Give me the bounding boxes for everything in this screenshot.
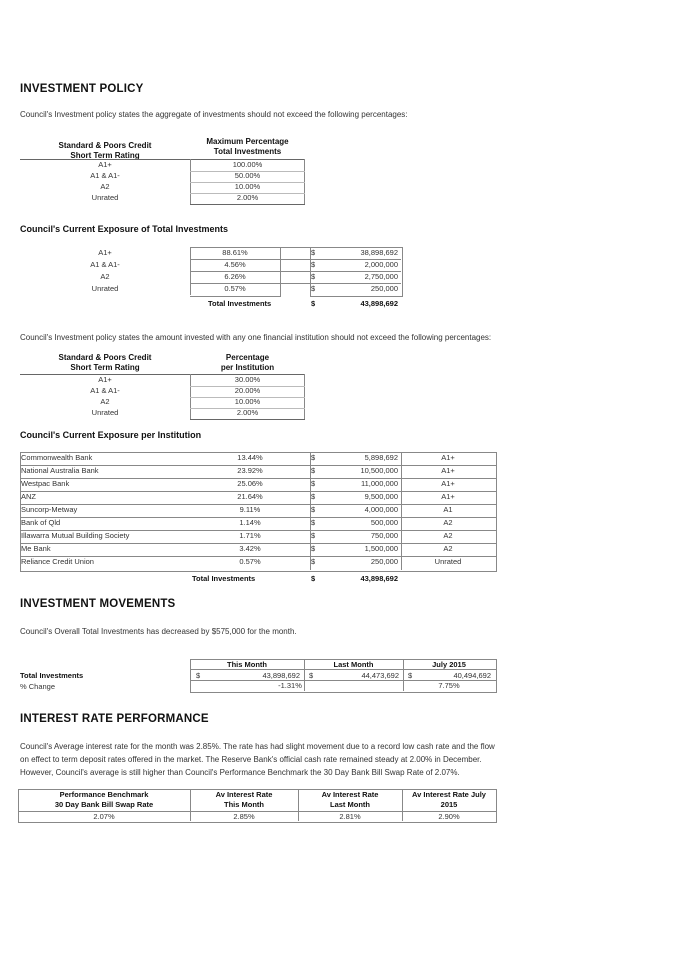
institution-cur-cell: $ [311, 505, 316, 514]
int-col-this-line1: Av Interest Rate [215, 790, 273, 799]
int-col-july-line2: 2015 [440, 800, 458, 809]
institution-amount-cell: 10,500,000 [360, 466, 398, 475]
institution-cur-cell: $ [311, 518, 316, 527]
exp-total-amount: 43,898,692 [360, 299, 398, 308]
institution-amount-cell: 5,898,692 [364, 453, 398, 462]
pct-cell: 30.00% [234, 375, 261, 384]
institution-name-cell: Commonwealth Bank [21, 453, 93, 462]
row-divider [190, 271, 401, 272]
header-rating [20, 141, 190, 161]
exp-inst-total-amount: 43,898,692 [360, 574, 398, 583]
institution-cur-cell: $ [311, 544, 316, 553]
int-col-july-line1: Av Interest Rate July [412, 790, 486, 799]
institution-pct-cell: 9.11% [239, 505, 261, 514]
exp-pct-cell: 0.57% [224, 284, 246, 293]
institution-rating-cell: A2 [443, 518, 453, 527]
rating-cell: A1 & A1- [90, 171, 120, 180]
pct-cell: 50.00% [234, 171, 261, 180]
interest-text-3: However, Council's average is still higher than Council's Performance Benchmark the 30 Day Bank Bill Swap Rate of 2.07%. [20, 768, 460, 777]
exp-cur-cell: $ [311, 248, 316, 257]
pct-cell: 20.00% [234, 386, 261, 395]
int-col-july [402, 790, 496, 810]
interest-text-1: Council's Average interest rate for the month was 2.85%. The rate has had slight movement due to a record low cash rate and the flow [20, 742, 495, 751]
institution-rating-cell: A2 [443, 531, 453, 540]
exp-amount-cell: 250,000 [370, 284, 398, 293]
int-col-last-line1: Av Interest Rate [321, 790, 379, 799]
inst-header-pct-line2: per Institution [220, 363, 275, 372]
mov-this-amount: 43,898,692 [262, 671, 300, 680]
institution-cur-cell: $ [311, 557, 316, 566]
exp-amount-cell: 2,750,000 [364, 272, 398, 281]
int-col-this [190, 790, 298, 810]
institution-name-cell: Westpac Bank [21, 479, 70, 488]
exposure-total-title: Council's Current Exposure of Total Investments [20, 224, 229, 234]
exp-cur-cell: $ [311, 284, 316, 293]
institution-pct-cell: 13.44% [237, 453, 263, 462]
institution-pct-cell: 25.06% [237, 479, 263, 488]
rating-cell: A1+ [98, 160, 112, 169]
header-rating-line2: Short Term Rating [70, 151, 140, 160]
institution-name-cell: Suncorp-Metway [21, 505, 78, 514]
institution-rating-cell: Unrated [434, 557, 462, 566]
header-max-line2: Total Investments [213, 147, 282, 156]
int-col-this-line2: This Month [224, 800, 264, 809]
section-title-interest-rate: INTEREST RATE PERFORMANCE [20, 713, 209, 725]
institution-name-cell: ANZ [21, 492, 36, 501]
exp-inst-total-cur: $ [311, 574, 316, 583]
institution-amount-cell: 250,000 [370, 557, 398, 566]
inst-header-pct-line1: Percentage [225, 353, 270, 362]
exposure-institution-title: Council's Current Exposure per Institution [20, 430, 202, 440]
mov-july-change: 7.75% [438, 681, 460, 690]
interest-table [18, 789, 498, 823]
inst-header-rating [20, 353, 190, 373]
int-val-last: 2.81% [339, 812, 361, 821]
institution-policy-intro: Council's Investment policy states the amount invested with any one financial institution should not exceed the following percentages: [20, 333, 492, 342]
int-val-july: 2.90% [438, 812, 460, 821]
exp-inst-total-label: Total Investments [192, 574, 256, 583]
exp-rating-cell: Unrated [91, 284, 119, 293]
institution-name-cell: National Australia Bank [21, 466, 99, 475]
row-divider [190, 283, 401, 284]
int-col-benchmark-line2: 30 Day Bank Bill Swap Rate [54, 800, 154, 809]
mov-july-amount: 40,494,692 [453, 671, 491, 680]
mov-col-july: July 2015 [432, 660, 466, 669]
header-max-line1: Maximum Percentage [206, 137, 289, 146]
exp-rating-cell: A1 & A1- [90, 260, 120, 269]
institution-pct-cell: 1.71% [239, 531, 261, 540]
institution-amount-cell: 9,500,000 [364, 492, 398, 501]
institution-rating-cell: A1+ [441, 479, 455, 488]
row-divider [20, 543, 496, 544]
mov-last-amount: 44,473,692 [361, 671, 399, 680]
exp-rating-cell: A1+ [98, 248, 112, 257]
row-divider [20, 478, 496, 479]
exp-pct-cell: 88.61% [222, 248, 248, 257]
int-col-last-line2: Last Month [330, 800, 370, 809]
row-divider [20, 465, 496, 466]
institution-pct-cell: 23.92% [237, 466, 263, 475]
rating-cell: A1 & A1- [90, 386, 120, 395]
institution-pct-cell: 21.64% [237, 492, 263, 501]
institution-amount-cell: 750,000 [370, 531, 398, 540]
int-val-this: 2.85% [233, 812, 255, 821]
mov-last-cur: $ [309, 671, 314, 680]
exp-cur-cell: $ [311, 260, 316, 269]
institution-name-cell: Me Bank [21, 544, 51, 553]
institution-amount-cell: 500,000 [370, 518, 398, 527]
mov-col-this: This Month [227, 660, 267, 669]
pct-cell: 10.00% [234, 397, 261, 406]
institution-rating-cell: A1+ [441, 453, 455, 462]
institution-rating-cell: A2 [443, 544, 453, 553]
institution-name-cell: Bank of Qld [21, 518, 61, 527]
institution-rating-cell: A1 [443, 505, 453, 514]
int-col-benchmark-line1: Performance Benchmark [59, 790, 149, 799]
int-col-last [298, 790, 402, 810]
inst-header-pct [190, 353, 305, 373]
exposure-total-table [20, 247, 405, 317]
rating-cell: A2 [100, 182, 110, 191]
institution-rating-cell: A1+ [441, 466, 455, 475]
exp-amount-cell: 2,000,000 [364, 260, 398, 269]
header-max [190, 137, 305, 157]
section-title-investment-movements: INVESTMENT MOVEMENTS [20, 598, 176, 610]
mov-july-cur: $ [408, 671, 413, 680]
exp-total-cur: $ [311, 299, 316, 308]
institution-pct-cell: 3.42% [239, 544, 261, 553]
institution-amount-cell: 1,500,000 [364, 544, 398, 553]
mov-col-last: Last Month [333, 660, 374, 669]
institution-pct-cell: 0.57% [239, 557, 261, 566]
movements-table [20, 659, 500, 695]
mov-this-cur: $ [196, 671, 201, 680]
movements-text: Council's Overall Total Investments has decreased by $575,000 for the month. [20, 627, 297, 636]
rating-cell: A1+ [98, 375, 112, 384]
int-val-benchmark: 2.07% [93, 812, 115, 821]
mov-row-total-label: Total Investments [20, 671, 84, 680]
exposure-institution-table [20, 452, 496, 592]
inst-header-rating-line1: Standard & Poors Credit [58, 353, 152, 362]
row-divider [20, 491, 496, 492]
exp-amount-cell: 38,898,692 [360, 248, 398, 257]
pct-cell: 2.00% [236, 408, 259, 417]
institution-pct-cell: 1.14% [239, 518, 261, 527]
row-divider [20, 504, 496, 505]
rating-cell: A2 [100, 397, 110, 406]
institution-cur-cell: $ [311, 492, 316, 501]
institution-amount-cell: 4,000,000 [364, 505, 398, 514]
int-col-benchmark [18, 790, 190, 810]
rating-cell: Unrated [91, 193, 119, 202]
rating-cell: Unrated [91, 408, 119, 417]
exp-total-label: Total Investments [208, 299, 272, 308]
institution-cur-cell: $ [311, 453, 316, 462]
interest-text-2: on effect to term deposit rates offered in the market. The Reserve Bank's official cash rate remained steady at 2.00% in December. [20, 755, 482, 764]
pct-cell: 100.00% [232, 160, 263, 169]
mov-row-change-label: % Change [20, 682, 56, 691]
inst-header-rating-line2: Short Term Rating [70, 363, 140, 372]
section-title-investment-policy: INVESTMENT POLICY [20, 83, 144, 95]
row-divider [20, 530, 496, 531]
exp-cur-cell: $ [311, 272, 316, 281]
institution-cur-cell: $ [311, 466, 316, 475]
pct-cell: 10.00% [234, 182, 261, 191]
header-rating-line1: Standard & Poors Credit [58, 141, 152, 150]
exp-pct-cell: 4.56% [224, 260, 246, 269]
institution-name-cell: Illawarra Mutual Building Society [21, 531, 130, 540]
policy-intro: Council's Investment policy states the aggregate of investments should not exceed the following percentages: [20, 110, 408, 119]
mov-this-change: -1.31% [278, 681, 302, 690]
pct-cell: 2.00% [236, 193, 259, 202]
exp-rating-cell: A2 [100, 272, 110, 281]
row-divider [20, 556, 496, 557]
row-divider [190, 259, 401, 260]
institution-rating-cell: A1+ [441, 492, 455, 501]
exp-pct-cell: 6.26% [224, 272, 246, 281]
institution-cur-cell: $ [311, 531, 316, 540]
institution-name-cell: Reliance Credit Union [21, 557, 94, 566]
row-divider [20, 517, 496, 518]
institution-cur-cell: $ [311, 479, 316, 488]
institution-amount-cell: 11,000,000 [361, 479, 398, 488]
